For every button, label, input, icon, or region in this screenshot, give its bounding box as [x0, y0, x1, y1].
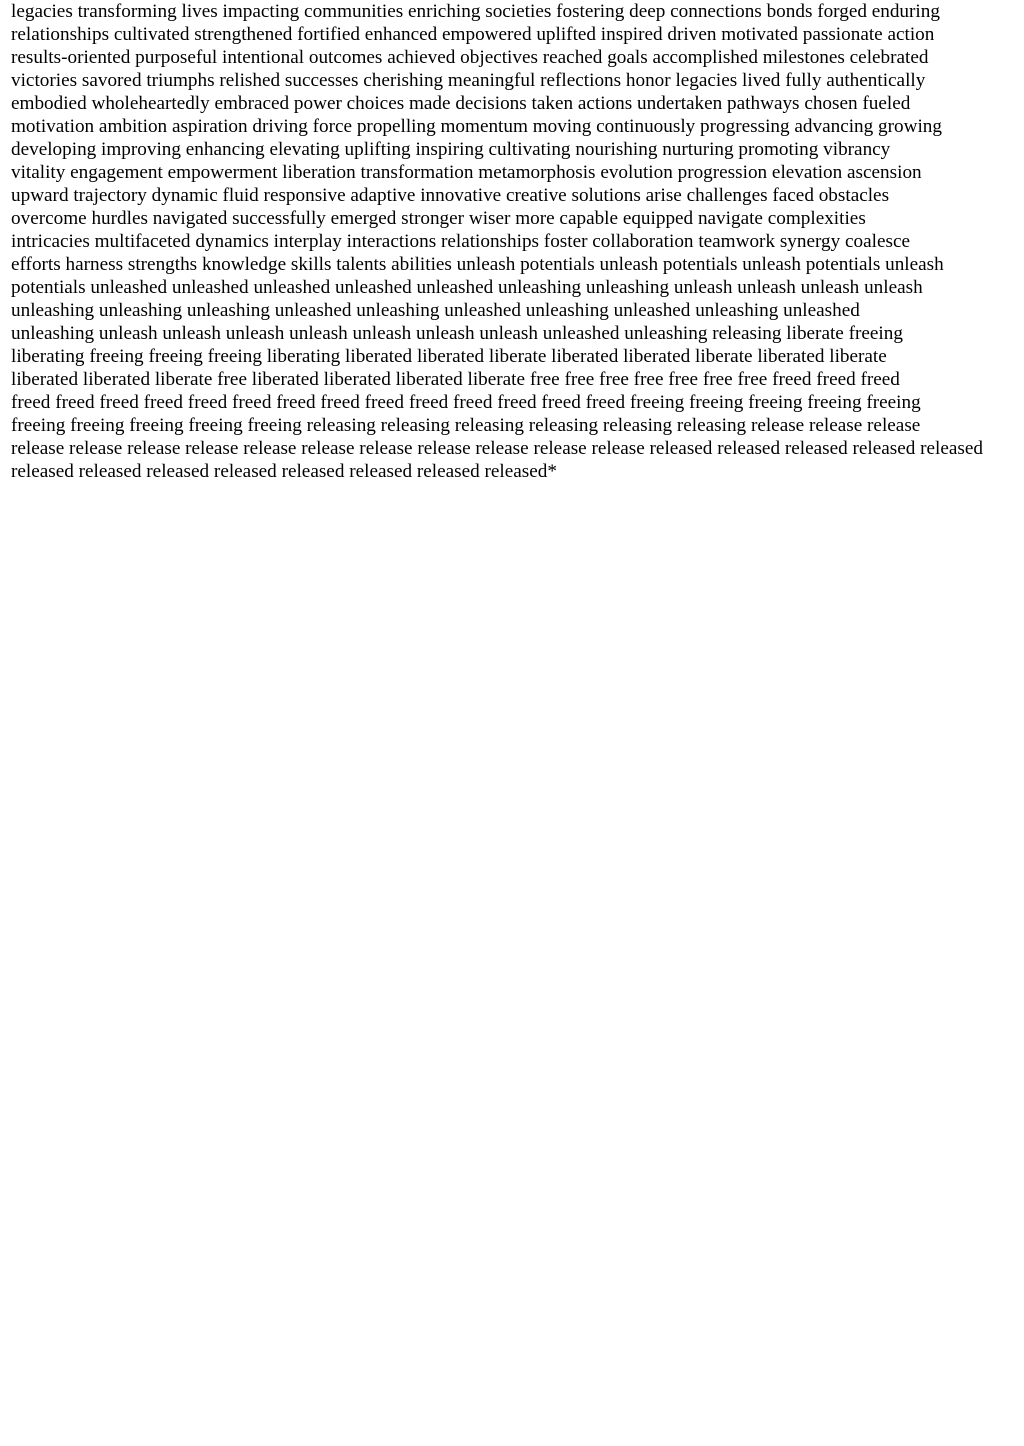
text-line-18: freed freed freed freed freed freed freed freed freed freed freed freed freed freed freeing freeing freeing freeing freeing: [11, 392, 921, 413]
text-line-12: efforts harness strengths knowledge skills talents abilities unleash potentials unleash potentials unleash potentials unleash: [11, 254, 944, 275]
text-line-14: unleashing unleashing unleashing unleashed unleashing unleashed unleashing unleashed unleashing unleashed: [11, 300, 860, 321]
text-line-10: overcome hurdles navigated successfully emerged stronger wiser more capable equipped navigate complexities: [11, 208, 866, 229]
text-line-3: results-oriented purposeful intentional outcomes achieved objectives reached goals accomplished milestones celebrated: [11, 47, 929, 68]
text-line-1: legacies transforming lives impacting communities enriching societies fostering deep connections bonds forged enduring: [11, 1, 940, 22]
text-line-8: vitality engagement empowerment liberation transformation metamorphosis evolution progression elevation ascension: [11, 162, 922, 183]
text-line-9: upward trajectory dynamic fluid responsive adaptive innovative creative solutions arise challenges faced obstacles: [11, 185, 890, 206]
text-line-11: intricacies multifaceted dynamics interplay interactions relationships foster collaboration teamwork synergy coalesce: [11, 231, 911, 252]
text-line-2: relationships cultivated strengthened fortified enhanced empowered uplifted inspired driven motivated passionate action: [11, 24, 935, 45]
text-line-5: embodied wholeheartedly embraced power choices made decisions taken actions undertaken pathways chosen fueled: [11, 93, 911, 114]
text-line-6: motivation ambition aspiration driving force propelling momentum moving continuously progressing advancing growing: [11, 116, 942, 137]
text-line-19: freeing freeing freeing freeing freeing releasing releasing releasing releasing releasing releasing release release release: [11, 415, 921, 436]
text-line-16: liberating freeing freeing freeing liberating liberated liberated liberate liberated liberated liberate liberated liberate: [11, 346, 887, 367]
text-line-17: liberated liberated liberate free liberated liberated liberated liberate free free free free free free free freed freed freed: [11, 369, 900, 390]
text-line-20: release release release release release release release release release release release released released released released released: [11, 438, 983, 459]
text-line-15: unleashing unleash unleash unleash unleash unleash unleash unleash unleashed unleashing releasing liberate freeing: [11, 323, 903, 344]
text-line-7: developing improving enhancing elevating uplifting inspiring cultivating nourishing nurturing promoting vibrancy: [11, 139, 891, 160]
text-line-4: victories savored triumphs relished successes cherishing meaningful reflections honor legacies lived fully authentically: [11, 70, 926, 91]
text-line-13: potentials unleashed unleashed unleashed unleashed unleashed unleashing unleashing unleash unleash unleash unleash: [11, 277, 923, 298]
text-line-21: released released released released released released released released*: [11, 461, 557, 482]
